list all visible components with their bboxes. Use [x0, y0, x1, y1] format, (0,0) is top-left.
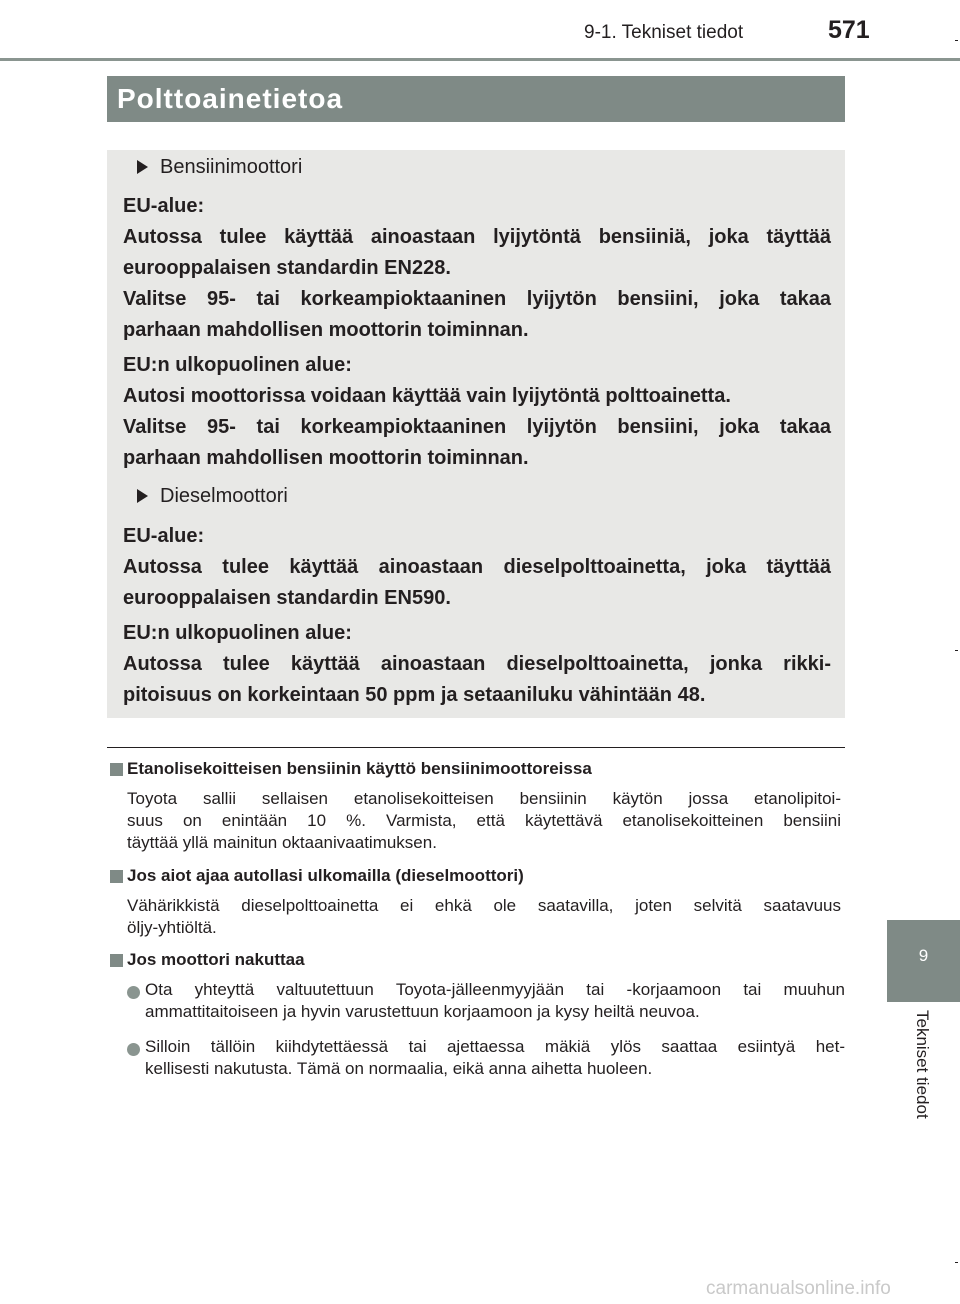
diesel-eu-label: EU-alue: [123, 525, 205, 547]
square-bullet-icon [110, 763, 123, 776]
diesel-non-eu-line: Autossa tulee käyttää ainoastaan dieselpolttoainetta, jonka rikki- [123, 653, 831, 675]
square-bullet-icon [110, 870, 123, 883]
bullet-line: Ota yhteyttä valtuutettuun Toyota-jälleenmyyjään tai -korjaamoon tai muuhun [145, 980, 845, 999]
diesel-heading: Dieselmoottori [160, 485, 288, 507]
petrol-eu-line: Autossa tulee käyttää ainoastaan lyijytöntä bensiiniä, joka täyttää [123, 226, 831, 248]
petrol-eu-line: parhaan mahdollisen moottorin toiminnan. [123, 319, 529, 341]
circle-bullet-icon [127, 1043, 140, 1056]
petrol-heading: Bensiinimoottori [160, 156, 303, 178]
note-line: Toyota sallii sellaisen etanolisekoitteisen bensiinin käytön jossa etanolipitoi- [127, 789, 841, 808]
crop-mark [955, 650, 958, 651]
crop-mark [955, 40, 958, 41]
note-title: Jos moottori nakuttaa [127, 950, 305, 969]
triangle-bullet-icon [137, 160, 148, 174]
chapter-tab [887, 920, 960, 1002]
diesel-non-eu-line: pitoisuus on korkeintaan 50 ppm ja setaaniluku vähintään 48. [123, 684, 706, 706]
diesel-non-eu-label: EU:n ulkopuolinen alue: [123, 622, 352, 644]
chapter-label: Tekniset tiedot [913, 1010, 932, 1119]
bullet-line: Silloin tällöin kiihdytettäessä tai ajettaessa mäkiä ylös saattaa esiintyä het- [145, 1037, 845, 1056]
petrol-non-eu-line: parhaan mahdollisen moottorin toiminnan. [123, 447, 529, 469]
section-title-bar [107, 76, 845, 122]
chapter-number: 9 [918, 946, 929, 965]
petrol-non-eu-line: Valitse 95- tai korkeampioktaaninen lyijytön bensiini, joka takaa [123, 416, 831, 438]
note-line: täyttää yllä mainitun oktaanivaatimuksen. [127, 833, 437, 852]
triangle-bullet-icon [137, 489, 148, 503]
circle-bullet-icon [127, 986, 140, 999]
bullet-line: ammattitaitoiseen ja hyvin varustettuun korjaamoon ja kysy heiltä neuvoa. [145, 1002, 700, 1021]
note-title: Jos aiot ajaa autollasi ulkomailla (dieselmoottori) [127, 866, 524, 885]
note-line: öljy-yhtiöltä. [127, 918, 217, 937]
note-line: suus on enintään 10 %. Varmista, että käytettävä etanolisekoitteinen bensiini [127, 811, 841, 830]
petrol-non-eu-line: Autosi moottorissa voidaan käyttää vain lyijytöntä polttoainetta. [123, 385, 731, 407]
petrol-eu-label: EU-alue: [123, 195, 205, 217]
petrol-eu-line: eurooppalaisen standardin EN228. [123, 257, 451, 279]
section-divider [107, 747, 845, 748]
header-section-title: 9-1. Tekniset tiedot [584, 22, 744, 43]
note-title: Etanolisekoitteisen bensiinin käyttö bensiinimoottoreissa [127, 759, 592, 778]
diesel-eu-line: eurooppalaisen standardin EN590. [123, 587, 451, 609]
square-bullet-icon [110, 954, 123, 967]
header-divider [0, 58, 960, 61]
page-number: 571 [828, 16, 870, 44]
fuel-info-box [107, 150, 845, 718]
note-line: Vähärikkistä dieselpolttoainetta ei ehkä ole saatavilla, joten selvitä saatavuus [127, 896, 841, 915]
watermark: carmanualsonline.info [706, 1278, 891, 1299]
crop-mark [955, 1262, 958, 1263]
petrol-non-eu-label: EU:n ulkopuolinen alue: [123, 354, 352, 376]
petrol-eu-line: Valitse 95- tai korkeampioktaaninen lyijytön bensiini, joka takaa [123, 288, 831, 310]
section-title: Polttoainetietoa [117, 83, 344, 114]
bullet-line: kellisesti nakutusta. Tämä on normaalia, eikä anna aihetta huoleen. [145, 1059, 653, 1078]
diesel-eu-line: Autossa tulee käyttää ainoastaan dieselpolttoainetta, joka täyttää [123, 556, 831, 578]
